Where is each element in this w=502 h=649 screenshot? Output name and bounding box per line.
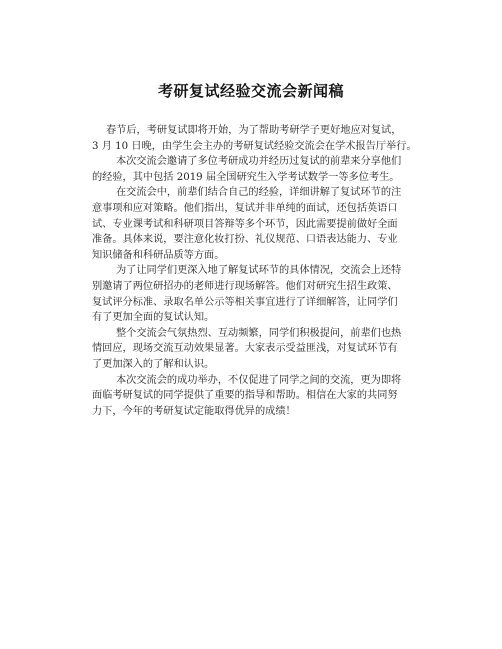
paragraph-6-line-3: 力下，今年的考研复试定能取得优异的成绩！ (92, 405, 296, 417)
paragraph-1-line-1: 春节后，考研复试即将开始，为了帮助考研学子更好地应对复试， (106, 125, 402, 136)
paragraph-2-line-1: 本次交流会邀请了多位考研成功并经历过复试的前辈来分享他们 (116, 156, 402, 168)
article-body (92, 123, 432, 419)
paragraph-1-line-2: 3 月 10 日晚，由学生会主办的考研复试经验交流会在学术报告厅举行。 (92, 140, 417, 152)
paragraph-3-line-3: 试、专业课考试和科研项目答辩等多个环节，因此需要提前做好全面 (92, 218, 398, 230)
paragraph-3-line-5: 知识储备和科研品质等方面。 (92, 249, 225, 261)
paragraph-4-line-1: 为了让同学们更深入地了解复试环节的具体情况，交流会上还特 (116, 265, 402, 277)
paragraph-6-line-2: 面临考研复试的同学提供了重要的指导和帮助。相信在大家的共同努 (92, 390, 398, 402)
paragraph-3-line-4: 准备。具体来说，要注意化妆打扮、礼仪规范、口语表达能力、专业 (92, 234, 398, 246)
paragraph-4-line-4: 有了更加全面的复试认知。 (92, 312, 215, 324)
document-title: 考研复试经验交流会新闻稿 (157, 82, 344, 100)
paragraph-4-line-2: 别邀请了两位研招办的老师进行现场解答。他们对研究生招生政策、 (92, 280, 398, 292)
paragraph-3-line-1: 在交流会中，前辈们结合自己的经验，详细讲解了复试环节的注 (116, 187, 402, 199)
paragraph-4-line-3: 复试评分标准、录取名单公示等相关事宜进行了详细解答，让同学们 (92, 296, 398, 308)
paragraph-5-line-1: 整个交流会气氛热烈、互动频繁，同学们积极提问，前辈们也热 (116, 327, 402, 339)
paragraph-5-line-3: 了更加深入的了解和认识。 (92, 358, 215, 370)
paragraph-5-line-2: 情回应，现场交流互动效果显著。大家表示受益匪浅，对复试环节有 (92, 343, 398, 355)
paragraph-2-line-2: 的经验，其中包括 2019 届全国研究生入学考试数学一等多位考生。 (92, 171, 400, 183)
paragraph-3-line-2: 意事项和应对策略。他们指出，复试并非单纯的面试，还包括英语口 (92, 202, 398, 214)
paragraph-6-line-1: 本次交流会的成功举办，不仅促进了同学之间的交流，更为即将 (116, 374, 402, 386)
